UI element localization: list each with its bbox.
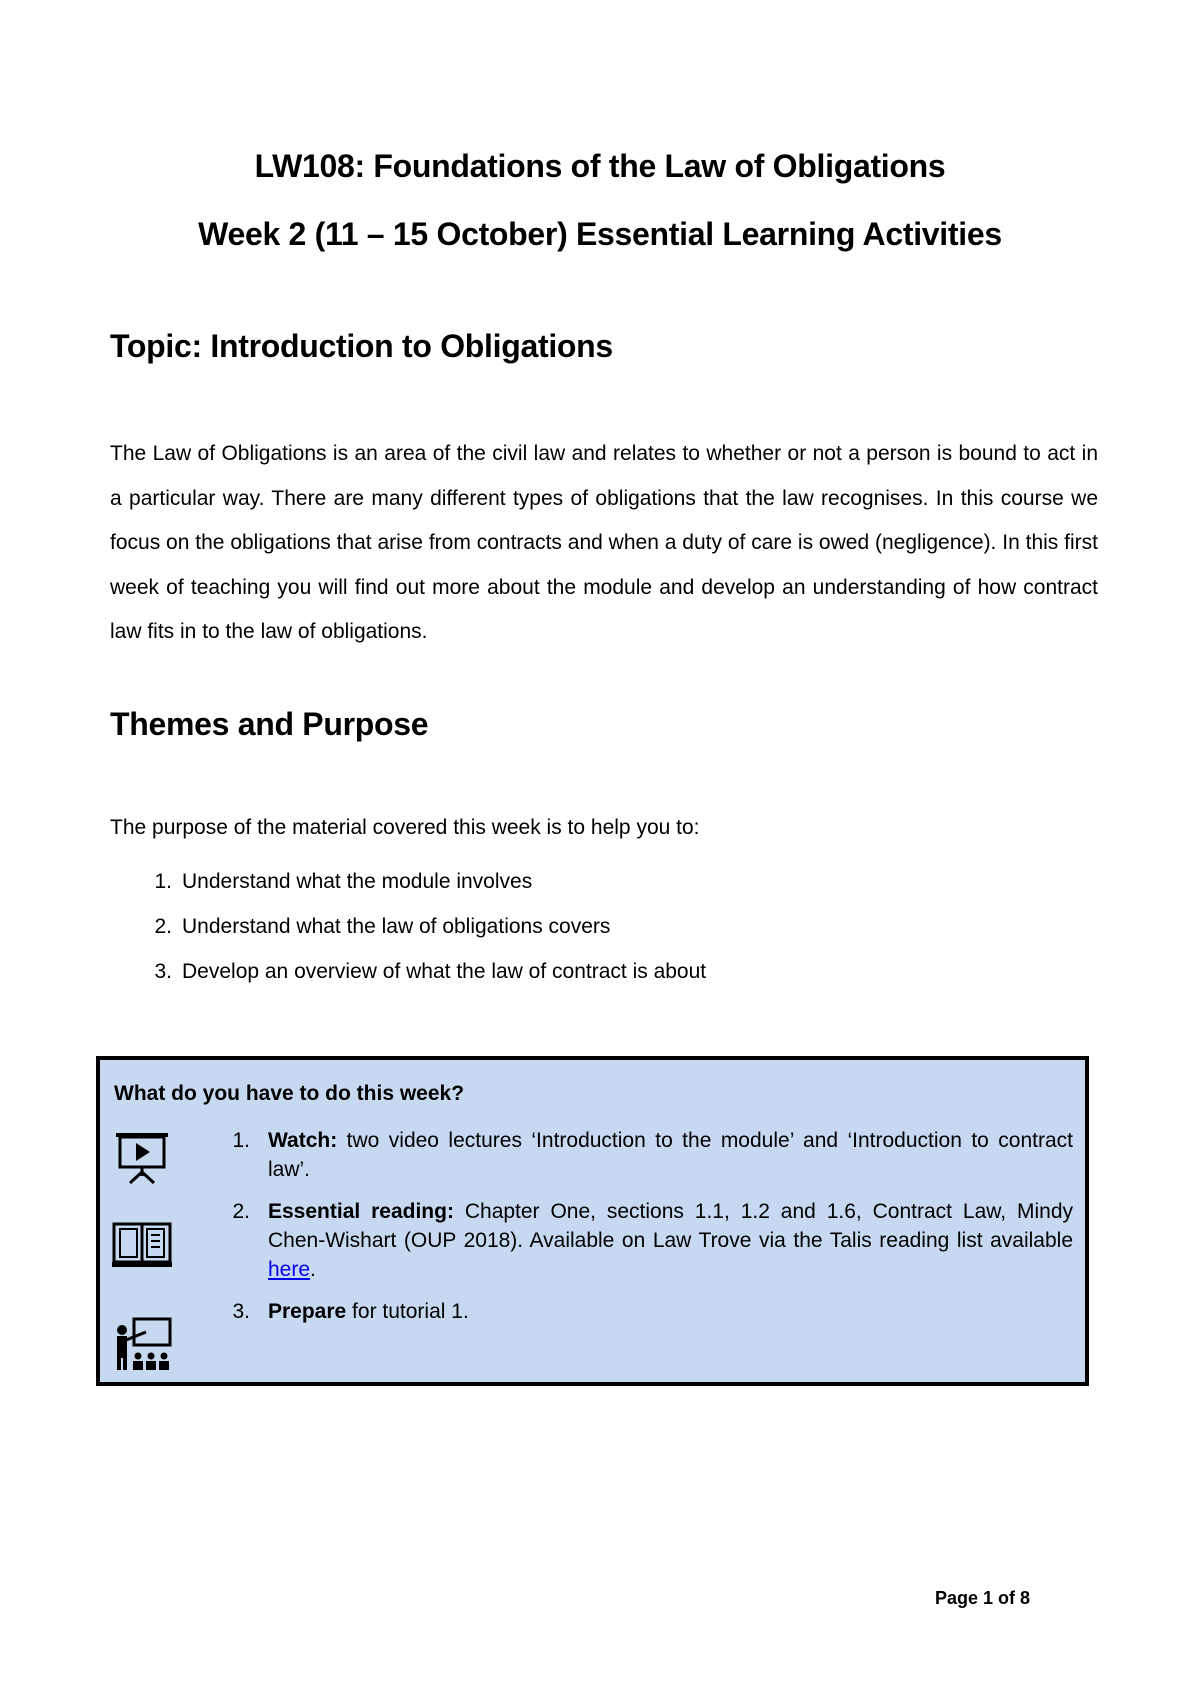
intro-paragraph: The Law of Obligations is an area of the civil law and relates to whether or not a person is bound to act in a particular way. There are many different types of obligations that the law recognises. In this course we focus on the obligations that arise from contracts and when a duty of care is owed (negligence). In this first week of teaching you will find out more about the module and develop an understanding of how contract law fits in to the law of obligations. xyxy=(110,442,1098,644)
list-text: Understand what the module involves xyxy=(182,870,533,893)
purpose-intro: The purpose of the material covered this week is to help you to: xyxy=(110,816,700,839)
list-number: 3. xyxy=(154,960,172,983)
video-presentation-icon xyxy=(112,1130,172,1184)
reading-list-link[interactable]: here xyxy=(268,1258,311,1281)
task-number: 3. xyxy=(232,1300,250,1323)
task-number: 1. xyxy=(232,1129,250,1152)
purpose-list-item xyxy=(110,915,706,960)
activity-box xyxy=(96,1056,1089,1386)
themes-heading: Themes and Purpose xyxy=(110,706,429,742)
task-lead: Watch: xyxy=(268,1129,338,1152)
task-text: Chapter One, sections 1.1, 1.2 and 1.6, Contract Law, Mindy Chen-Wishart (OUP 2018). Available on Law Trove via the Talis reading list available xyxy=(268,1200,1073,1252)
list-number: 1. xyxy=(154,870,172,893)
task-item xyxy=(216,1197,1073,1284)
task-text-end: . xyxy=(310,1258,316,1281)
task-item xyxy=(216,1297,1073,1326)
list-text: Develop an overview of what the law of contract is about xyxy=(182,960,707,983)
task-text: two video lectures ‘Introduction to the module’ and ‘Introduction to contract law’. xyxy=(268,1129,1073,1181)
task-item xyxy=(216,1126,1073,1184)
page-number: Page 1 of 8 xyxy=(935,1588,1031,1608)
task-body xyxy=(268,1126,1073,1184)
topic-heading: Topic: Introduction to Obligations xyxy=(110,328,613,364)
task-lead: Prepare xyxy=(268,1300,347,1323)
document-title: LW108: Foundations of the Law of Obligations xyxy=(254,148,946,184)
purpose-list-item xyxy=(110,870,706,915)
task-body xyxy=(268,1297,1073,1326)
activity-box-title: What do you have to do this week? xyxy=(114,1082,465,1105)
document-subtitle: Week 2 (11 – 15 October) Essential Learning Activities xyxy=(198,216,1002,252)
task-list xyxy=(216,1126,1073,1339)
purpose-list xyxy=(110,870,706,1005)
book-reading-icon xyxy=(112,1220,172,1270)
task-text: for tutorial 1. xyxy=(346,1300,469,1323)
task-lead: Essential reading: xyxy=(268,1200,454,1223)
tutorial-classroom-icon xyxy=(112,1316,172,1372)
task-body xyxy=(268,1197,1073,1284)
list-number: 2. xyxy=(154,915,172,938)
task-number: 2. xyxy=(232,1200,250,1223)
list-text: Understand what the law of obligations covers xyxy=(182,915,611,938)
purpose-list-item xyxy=(110,960,706,1005)
